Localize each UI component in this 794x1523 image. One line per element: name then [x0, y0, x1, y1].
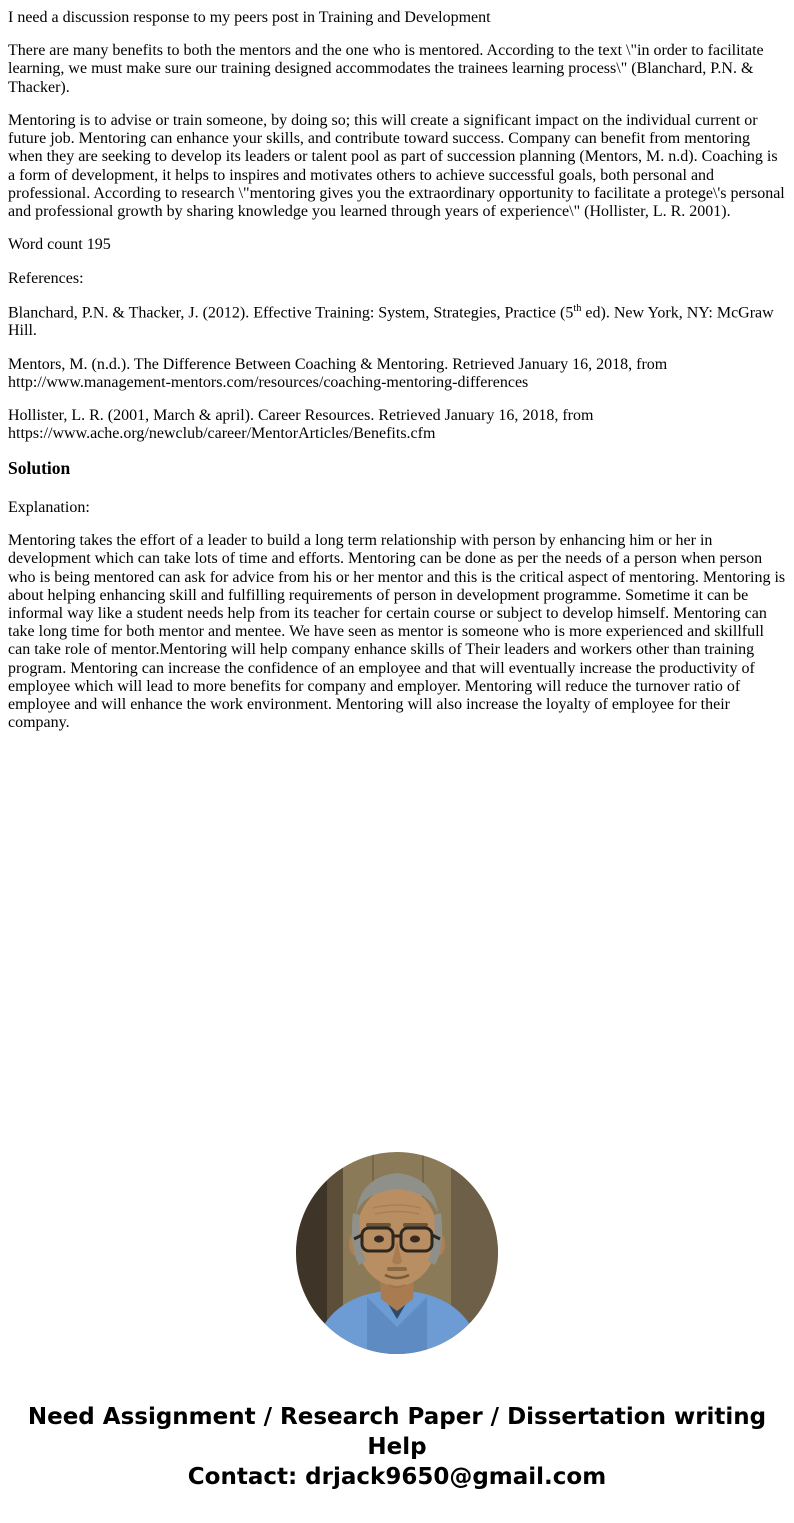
reference-hollister: Hollister, L. R. (2001, March & april). Career Resources. Retrieved January 16, 2018, from https://www.ache.org/newclub/career/MentorArticles/Benefits.cfm — [8, 407, 594, 443]
footer-contact-email: Contact: drjack9650@gmail.com — [187, 1464, 607, 1490]
avatar — [295, 1151, 499, 1355]
explanation-paragraph: Mentoring takes the effort of a leader to build a long term relationship with person by enhancing him or her in development which can take lots of time and efforts. Mentoring can be done as per the needs of a person when person who is being mentored can ask for advice from his or her mentor and this is the critical aspect of mentoring. Mentoring is about helping enhancing skill and fulfilling requirements of person in development programme. Sometime it can be informal way like a student needs help from its teacher for certain course or subject to develop himself. Mentoring can take long time for both mentor and mentee. We have seen as mentor is someone who is more experienced and skillfull can take role of mentor.Mentoring will help company enhance skills of Their leaders and workers other than training program. Mentoring can increase the confidence of an employee and that will eventually increase the productivity of employee which will lead to more benefits for company and employer. Mentoring will reduce the turnover ratio of employee and will enhance the work environment. Mentoring will also increase the loyalty of employee for their company. — [8, 532, 786, 732]
mentoring-paragraph: Mentoring is to advise or train someone, by doing so; this will create a significant impact on the individual current or future job. Mentoring can enhance your skills, and contribute toward success. Company can benefit from mentoring when they are seeking to develop its leaders or talent pool as part of succession planning (Mentors, M. n.d). Coaching is a form of development, it helps to inspires and motivates others to achieve successful goals, both personal and professional. According to research \"mentoring gives you the extraordinary opportunity to facilitate a protege\'s personal and professional growth by sharing knowledge you learned through years of experience\" (Hollister, L. R. 2001). — [8, 111, 785, 221]
reference-mentors: Mentors, M. (n.d.). The Difference Between Coaching & Mentoring. Retrieved January 16, 2018, from http://www.management-mentors.com/resources/coaching-mentoring-differences — [8, 355, 668, 391]
footer-help-text: Need Assignment / Research Paper / Dissertation writing Help — [27, 1404, 767, 1460]
edition-superscript: th — [573, 302, 582, 314]
reference-blanchard — [8, 303, 786, 341]
intro-text: I need a discussion response to my peers post in Training and Development — [8, 9, 491, 26]
reference-text-post: ed). New York, NY: McGraw Hill. — [8, 304, 774, 340]
word-count: Word count 195 — [8, 236, 111, 254]
avatar-door-edge — [295, 1151, 327, 1355]
references-heading: References: — [8, 269, 84, 287]
explanation-label: Explanation: — [8, 498, 90, 516]
solution-heading: Solution — [8, 457, 71, 478]
person-photo — [295, 1151, 499, 1355]
benefits-paragraph: There are many benefits to both the mentors and the one who is mentored. According to the text \"in order to facilitate learning, we must make sure our training designed accommodates the trainees learning process\" (Blanchard, P.N. & Thacker). — [8, 42, 764, 96]
reference-text-pre: Blanchard, P.N. & Thacker, J. (2012). Effective Training: System, Strategies, Practice (5 — [8, 304, 574, 322]
document-page — [0, 0, 794, 733]
footer-banner — [0, 1402, 794, 1492]
